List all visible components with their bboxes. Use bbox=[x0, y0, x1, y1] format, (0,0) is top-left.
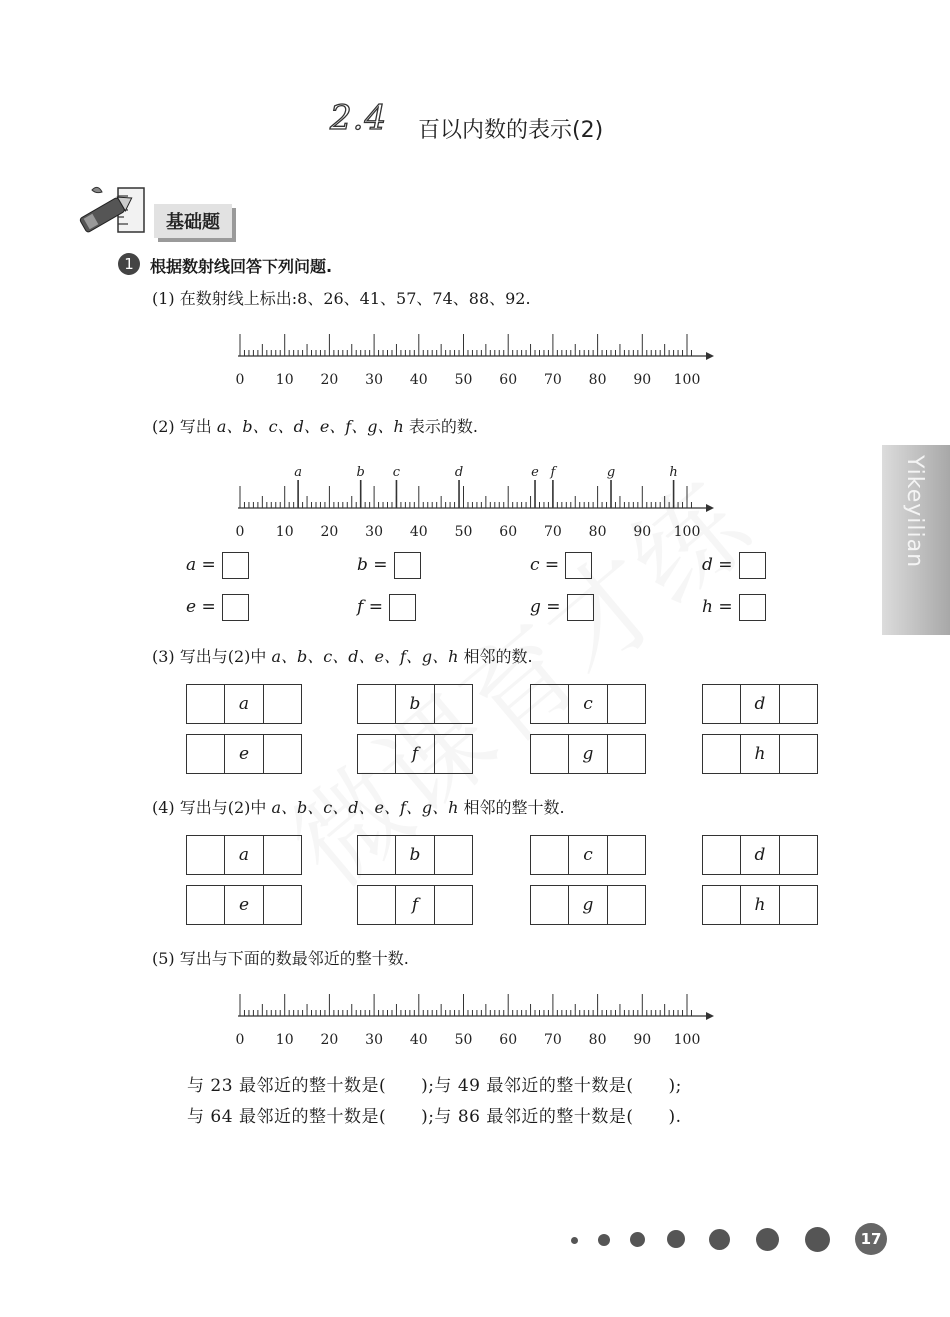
marker-label-g: g bbox=[606, 465, 616, 480]
tick-label: 80 bbox=[588, 1032, 607, 1048]
tens-neighbor-box-b bbox=[357, 835, 473, 875]
answer-g bbox=[530, 594, 594, 621]
answer-label: d = bbox=[702, 555, 733, 575]
tick-label: 60 bbox=[499, 524, 518, 540]
neighbor-box-b bbox=[357, 684, 473, 724]
part2-text bbox=[152, 414, 478, 437]
answer-f bbox=[357, 594, 416, 621]
answer-label: b = bbox=[357, 555, 388, 575]
tens-neighbor-right-blank[interactable] bbox=[434, 886, 472, 924]
question-number-badge: 1 bbox=[118, 253, 140, 275]
tens-neighbor-box-a bbox=[186, 835, 302, 875]
neighbor-left-blank[interactable] bbox=[187, 685, 224, 723]
part3-prefix: (3) 写出与(2)中 bbox=[152, 647, 272, 666]
tick-label: 60 bbox=[499, 372, 518, 388]
answer-box-g[interactable] bbox=[567, 594, 594, 621]
tick-label: 90 bbox=[633, 524, 652, 540]
part5-line-2: 与 64 最邻近的整十数是( );与 86 最邻近的整十数是( ). bbox=[187, 1107, 682, 1127]
neighbor-left-blank[interactable] bbox=[531, 735, 568, 773]
tick-label: 20 bbox=[320, 372, 339, 388]
tens-neighbor-right-blank[interactable] bbox=[779, 836, 817, 874]
answer-d bbox=[702, 552, 766, 579]
tick-label: 80 bbox=[588, 372, 607, 388]
footer-dot bbox=[756, 1228, 779, 1251]
footer-dot bbox=[630, 1232, 645, 1247]
part5-text: (5) 写出与下面的数最邻近的整十数. bbox=[152, 949, 409, 968]
neighbor-center-label: g bbox=[568, 735, 606, 773]
part3-suffix: 相邻的数. bbox=[458, 647, 533, 666]
tens-neighbor-box-f bbox=[357, 885, 473, 925]
tick-label: 30 bbox=[365, 524, 384, 540]
tick-label: 40 bbox=[409, 524, 428, 540]
neighbor-left-blank[interactable] bbox=[703, 735, 740, 773]
tick-label: 90 bbox=[633, 1032, 652, 1048]
answer-box-f[interactable] bbox=[389, 594, 416, 621]
part5-line-1: 与 23 最邻近的整十数是( );与 49 最邻近的整十数是( ); bbox=[187, 1076, 682, 1096]
answer-b bbox=[357, 552, 421, 579]
answer-box-c[interactable] bbox=[565, 552, 592, 579]
tick-label: 0 bbox=[235, 1032, 245, 1048]
tens-neighbor-left-blank[interactable] bbox=[703, 886, 740, 924]
tens-neighbor-right-blank[interactable] bbox=[434, 836, 472, 874]
tick-label: 60 bbox=[499, 1032, 518, 1048]
neighbor-left-blank[interactable] bbox=[358, 685, 395, 723]
neighbor-center-label: h bbox=[740, 735, 778, 773]
tick-label: 100 bbox=[673, 1032, 701, 1048]
neighbor-center-label: d bbox=[740, 685, 778, 723]
section-title: 百以内数的表示(2) bbox=[418, 118, 604, 143]
tens-neighbor-center-label: b bbox=[395, 836, 433, 874]
footer-dot bbox=[667, 1230, 685, 1248]
answer-box-h[interactable] bbox=[739, 594, 766, 621]
footer-dot bbox=[709, 1229, 730, 1250]
neighbor-right-blank[interactable] bbox=[779, 735, 817, 773]
neighbor-right-blank[interactable] bbox=[263, 735, 301, 773]
tens-neighbor-right-blank[interactable] bbox=[263, 886, 301, 924]
part2-suffix: 表示的数. bbox=[403, 417, 478, 436]
footer-dot bbox=[805, 1227, 830, 1252]
neighbor-right-blank[interactable] bbox=[263, 685, 301, 723]
neighbor-left-blank[interactable] bbox=[358, 735, 395, 773]
neighbor-center-label: c bbox=[568, 685, 606, 723]
marker-label-f: f bbox=[550, 465, 556, 480]
tick-label: 70 bbox=[543, 372, 562, 388]
part4-vars: a、b、c、d、e、f、g、h bbox=[271, 798, 459, 817]
marker-label-c: c bbox=[392, 465, 401, 480]
answer-box-e[interactable] bbox=[222, 594, 249, 621]
tens-neighbor-box-c bbox=[530, 835, 646, 875]
neighbor-box-c bbox=[530, 684, 646, 724]
tens-neighbor-right-blank[interactable] bbox=[607, 886, 645, 924]
tens-neighbor-right-blank[interactable] bbox=[607, 836, 645, 874]
basic-section-tab: 基础题 bbox=[154, 204, 232, 238]
tens-neighbor-box-g bbox=[530, 885, 646, 925]
answer-box-b[interactable] bbox=[394, 552, 421, 579]
tens-neighbor-center-label: g bbox=[568, 886, 606, 924]
neighbor-center-label: f bbox=[395, 735, 433, 773]
neighbor-box-h bbox=[702, 734, 818, 774]
answer-label: f = bbox=[357, 597, 383, 617]
number-line-2 bbox=[228, 454, 728, 542]
tens-neighbor-center-label: e bbox=[224, 886, 262, 924]
tick-label: 100 bbox=[673, 372, 701, 388]
tens-neighbor-left-blank[interactable] bbox=[358, 886, 395, 924]
tick-label: 10 bbox=[275, 524, 294, 540]
neighbor-box-a bbox=[186, 684, 302, 724]
neighbor-right-blank[interactable] bbox=[434, 685, 472, 723]
neighbor-right-blank[interactable] bbox=[607, 685, 645, 723]
tens-neighbor-left-blank[interactable] bbox=[531, 886, 568, 924]
tick-label: 20 bbox=[320, 524, 339, 540]
neighbor-box-g bbox=[530, 734, 646, 774]
neighbor-left-blank[interactable] bbox=[187, 735, 224, 773]
tick-label: 50 bbox=[454, 1032, 473, 1048]
tick-label: 100 bbox=[673, 524, 701, 540]
neighbor-left-blank[interactable] bbox=[703, 685, 740, 723]
tens-neighbor-center-label: d bbox=[740, 836, 778, 874]
axis-arrow bbox=[706, 352, 714, 360]
marker-label-a: a bbox=[294, 465, 302, 480]
answer-e bbox=[186, 594, 249, 621]
tens-neighbor-center-label: c bbox=[568, 836, 606, 874]
marker-label-d: d bbox=[454, 465, 464, 480]
part4-suffix: 相邻的整十数. bbox=[458, 798, 565, 817]
tens-neighbor-center-label: a bbox=[224, 836, 262, 874]
footer-dot bbox=[598, 1234, 610, 1246]
question-text: 根据数射线回答下列问题. bbox=[150, 257, 333, 276]
tick-label: 10 bbox=[275, 372, 294, 388]
tick-label: 40 bbox=[409, 1032, 428, 1048]
side-tab-label: Yikeyilian bbox=[902, 455, 927, 569]
tick-label: 50 bbox=[454, 524, 473, 540]
neighbor-right-blank[interactable] bbox=[779, 685, 817, 723]
page-number: 17 bbox=[855, 1223, 887, 1255]
answer-label: e = bbox=[186, 597, 216, 617]
tens-neighbor-left-blank[interactable] bbox=[187, 886, 224, 924]
neighbor-right-blank[interactable] bbox=[434, 735, 472, 773]
tens-neighbor-center-label: h bbox=[740, 886, 778, 924]
part3-text bbox=[152, 644, 533, 667]
neighbor-center-label: a bbox=[224, 685, 262, 723]
tens-neighbor-box-d bbox=[702, 835, 818, 875]
side-tab bbox=[882, 445, 950, 635]
tick-label: 30 bbox=[365, 1032, 384, 1048]
section-number: 2.4 bbox=[330, 98, 388, 138]
tick-label: 70 bbox=[543, 524, 562, 540]
tens-neighbor-box-h bbox=[702, 885, 818, 925]
answer-a bbox=[186, 552, 249, 579]
tick-label: 90 bbox=[633, 372, 652, 388]
neighbor-center-label: b bbox=[395, 685, 433, 723]
pencil-ruler-icon bbox=[74, 182, 150, 238]
answer-c bbox=[530, 552, 592, 579]
neighbor-left-blank[interactable] bbox=[531, 685, 568, 723]
number-line-1 bbox=[228, 328, 728, 390]
tick-label: 20 bbox=[320, 1032, 339, 1048]
neighbor-box-f bbox=[357, 734, 473, 774]
tick-label: 40 bbox=[409, 372, 428, 388]
axis-arrow bbox=[706, 1012, 714, 1020]
tick-label: 70 bbox=[543, 1032, 562, 1048]
tens-neighbor-left-blank[interactable] bbox=[703, 836, 740, 874]
answer-label: g = bbox=[530, 597, 561, 617]
tick-label: 0 bbox=[235, 372, 245, 388]
tick-label: 10 bbox=[275, 1032, 294, 1048]
marker-label-b: b bbox=[356, 465, 365, 480]
tick-label: 50 bbox=[454, 372, 473, 388]
tens-neighbor-right-blank[interactable] bbox=[779, 886, 817, 924]
answer-h bbox=[702, 594, 766, 621]
neighbor-center-label: e bbox=[224, 735, 262, 773]
marker-label-e: e bbox=[531, 465, 539, 480]
tick-label: 0 bbox=[235, 524, 245, 540]
neighbor-box-d bbox=[702, 684, 818, 724]
part3-vars: a、b、c、d、e、f、g、h bbox=[271, 647, 459, 666]
tens-neighbor-left-blank[interactable] bbox=[187, 836, 224, 874]
answer-box-d[interactable] bbox=[739, 552, 766, 579]
tens-neighbor-box-e bbox=[186, 885, 302, 925]
part4-text bbox=[152, 795, 565, 818]
number-line-3 bbox=[228, 988, 728, 1050]
answer-box-a[interactable] bbox=[222, 552, 249, 579]
axis-arrow bbox=[706, 504, 714, 512]
answer-label: c = bbox=[530, 555, 560, 575]
tens-neighbor-left-blank[interactable] bbox=[358, 836, 395, 874]
answer-label: a = bbox=[186, 555, 216, 575]
marker-label-h: h bbox=[669, 465, 678, 480]
tens-neighbor-center-label: f bbox=[395, 886, 433, 924]
tick-label: 80 bbox=[588, 524, 607, 540]
neighbor-box-e bbox=[186, 734, 302, 774]
tens-neighbor-left-blank[interactable] bbox=[531, 836, 568, 874]
tens-neighbor-right-blank[interactable] bbox=[263, 836, 301, 874]
part2-prefix: (2) 写出 bbox=[152, 417, 217, 436]
part2-vars: a、b、c、d、e、f、g、h bbox=[216, 417, 404, 436]
part1-text: (1) 在数射线上标出:8、26、41、57、74、88、92. bbox=[152, 289, 531, 308]
neighbor-right-blank[interactable] bbox=[607, 735, 645, 773]
footer-dot bbox=[571, 1237, 578, 1244]
tick-label: 30 bbox=[365, 372, 384, 388]
part4-prefix: (4) 写出与(2)中 bbox=[152, 798, 272, 817]
answer-label: h = bbox=[702, 597, 733, 617]
